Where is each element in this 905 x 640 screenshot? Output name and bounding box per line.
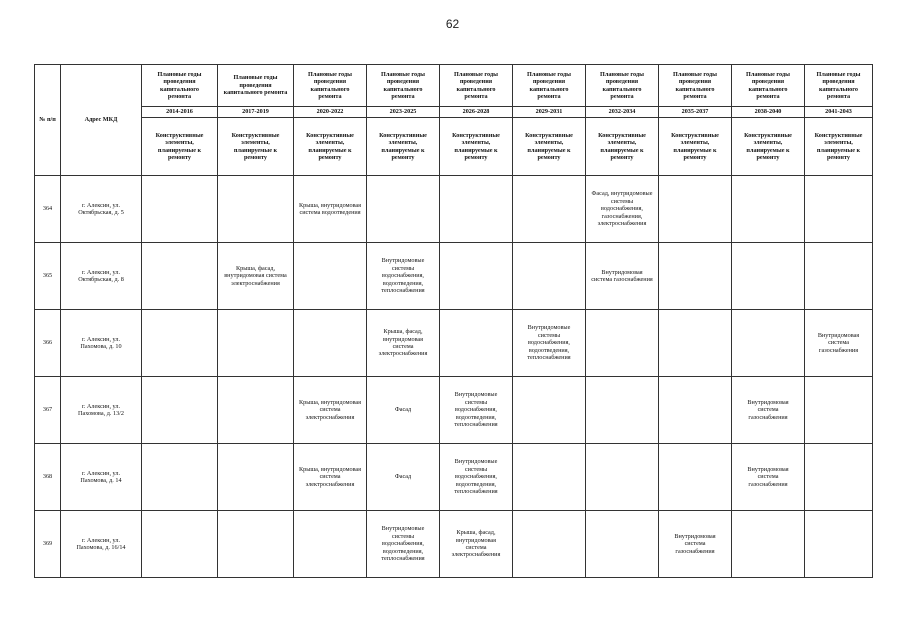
row-address: г. Алексин, ул. Пахомова, д. 13/2 bbox=[61, 377, 142, 444]
header-row-years bbox=[35, 107, 873, 118]
table-cell bbox=[142, 243, 218, 310]
column-header-years: 2026-2028 bbox=[440, 107, 513, 118]
table-cell: Крыша, фасад, внутридомовая система электроснабжения bbox=[440, 511, 513, 578]
table-cell: Внутридомовые системы водоснабжения, водоотведения, теплоснабжения bbox=[513, 310, 586, 377]
column-header-number: № п/п bbox=[35, 65, 61, 176]
table-cell bbox=[513, 511, 586, 578]
table-cell: Внутридомовая система газоснабжения bbox=[732, 444, 805, 511]
table-cell bbox=[732, 176, 805, 243]
column-header-period-title: Плановые годы проведения капитального ремонта bbox=[586, 65, 659, 107]
column-header-elements: Конструктивные элементы, планируемые к ремонту bbox=[805, 118, 873, 176]
column-header-period-title: Плановые годы проведения капитального ремонта bbox=[142, 65, 218, 107]
table-row bbox=[35, 511, 873, 578]
table-cell bbox=[142, 310, 218, 377]
table-cell bbox=[513, 444, 586, 511]
page-number: 62 bbox=[445, 17, 460, 31]
row-address: г. Алексин, ул. Пахомова, д. 14 bbox=[61, 444, 142, 511]
table-cell bbox=[805, 243, 873, 310]
table-cell bbox=[513, 243, 586, 310]
row-number: 369 bbox=[35, 511, 61, 578]
table-cell: Внутридомовые системы водоснабжения, водоотведения, теплоснабжения bbox=[367, 511, 440, 578]
table-cell bbox=[659, 310, 732, 377]
table-row bbox=[35, 444, 873, 511]
column-header-elements: Конструктивные элементы, планируемые к ремонту bbox=[218, 118, 294, 176]
table-cell: Крыша, фасад, внутридомовая система электроснабжения bbox=[367, 310, 440, 377]
column-header-period-title: Плановые годы проведения капитального ремонта bbox=[659, 65, 732, 107]
column-header-years: 2041-2043 bbox=[805, 107, 873, 118]
table-row bbox=[35, 243, 873, 310]
table-cell: Фасад, внутридомовые системы водоснабжения, газоснабжения, электроснабжения bbox=[586, 176, 659, 243]
column-header-elements: Конструктивные элементы, планируемые к ремонту bbox=[294, 118, 367, 176]
row-address: г. Алексин, ул. Пахомова, д. 10 bbox=[61, 310, 142, 377]
column-header-elements: Конструктивные элементы, планируемые к ремонту bbox=[440, 118, 513, 176]
column-header-elements: Конструктивные элементы, планируемые к ремонту bbox=[367, 118, 440, 176]
table-row bbox=[35, 377, 873, 444]
table-cell bbox=[805, 444, 873, 511]
column-header-years: 2023-2025 bbox=[367, 107, 440, 118]
table-cell: Крыша, внутридомовая система водоотведения bbox=[294, 176, 367, 243]
row-number: 367 bbox=[35, 377, 61, 444]
table-cell bbox=[732, 243, 805, 310]
table-cell: Внутридомовая система газоснабжения bbox=[732, 377, 805, 444]
table-cell bbox=[218, 377, 294, 444]
table-cell bbox=[586, 511, 659, 578]
column-header-years: 2035-2037 bbox=[659, 107, 732, 118]
column-header-elements: Конструктивные элементы, планируемые к ремонту bbox=[142, 118, 218, 176]
row-address: г. Алексин, ул. Октябрьская, д. 8 bbox=[61, 243, 142, 310]
column-header-period-title: Плановые годы проведения капитального ремонта bbox=[294, 65, 367, 107]
column-header-elements: Конструктивные элементы, планируемые к ремонту bbox=[659, 118, 732, 176]
table-cell: Внутридомовые системы водоснабжения, водоотведения, теплоснабжения bbox=[440, 377, 513, 444]
table-cell: Внутридомовые системы водоснабжения, водоотведения, теплоснабжения bbox=[440, 444, 513, 511]
table-cell bbox=[513, 377, 586, 444]
table-cell bbox=[659, 176, 732, 243]
column-header-period-title: Плановые годы проведения капитального ремонта bbox=[513, 65, 586, 107]
table-cell bbox=[218, 310, 294, 377]
table-row bbox=[35, 176, 873, 243]
table-cell bbox=[440, 176, 513, 243]
table-cell bbox=[218, 511, 294, 578]
table-row bbox=[35, 310, 873, 377]
table-cell bbox=[805, 176, 873, 243]
header-row-elements bbox=[35, 118, 873, 176]
column-header-elements: Конструктивные элементы, планируемые к ремонту bbox=[586, 118, 659, 176]
column-header-elements: Конструктивные элементы, планируемые к ремонту bbox=[513, 118, 586, 176]
column-header-period-title: Плановые годы проведения капитального ремонта bbox=[732, 65, 805, 107]
column-header-period-title: Плановые годы проведения капитального ремонта bbox=[218, 65, 294, 107]
table-cell bbox=[732, 310, 805, 377]
column-header-years: 2032-2034 bbox=[586, 107, 659, 118]
table-cell: Крыша, фасад, внутридомовая система электроснабжения bbox=[218, 243, 294, 310]
header-row-titles bbox=[35, 65, 873, 107]
table-cell bbox=[513, 176, 586, 243]
row-number: 366 bbox=[35, 310, 61, 377]
table-cell bbox=[440, 310, 513, 377]
row-address: г. Алексин, ул. Октябрьская, д. 5 bbox=[61, 176, 142, 243]
table-cell: Внутридомовая система газоснабжения bbox=[586, 243, 659, 310]
table-cell bbox=[586, 310, 659, 377]
table-cell: Крыша, внутридомовая система электроснабжения bbox=[294, 444, 367, 511]
table-cell bbox=[294, 243, 367, 310]
table-cell bbox=[805, 377, 873, 444]
table-cell bbox=[586, 377, 659, 444]
column-header-years: 2029-2031 bbox=[513, 107, 586, 118]
column-header-years: 2020-2022 bbox=[294, 107, 367, 118]
table-cell bbox=[218, 444, 294, 511]
table-cell: Крыша, внутридомовая система электроснабжения bbox=[294, 377, 367, 444]
repair-plan-table bbox=[34, 64, 873, 578]
table-cell bbox=[142, 176, 218, 243]
table-cell bbox=[732, 511, 805, 578]
row-number: 364 bbox=[35, 176, 61, 243]
table-cell bbox=[659, 243, 732, 310]
row-number: 368 bbox=[35, 444, 61, 511]
table-cell bbox=[805, 511, 873, 578]
column-header-years: 2014-2016 bbox=[142, 107, 218, 118]
row-address: г. Алексин, ул. Пахомова, д. 16/14 bbox=[61, 511, 142, 578]
table-cell bbox=[218, 176, 294, 243]
table-cell: Внутридомовые системы водоснабжения, водоотведения, теплоснабжения bbox=[367, 243, 440, 310]
column-header-period-title: Плановые годы проведения капитального ремонта bbox=[440, 65, 513, 107]
table-cell bbox=[294, 310, 367, 377]
table-cell bbox=[142, 377, 218, 444]
column-header-address: Адрес МКД bbox=[61, 65, 142, 176]
table-cell bbox=[659, 444, 732, 511]
table-cell bbox=[294, 511, 367, 578]
column-header-period-title: Плановые годы проведения капитального ремонта bbox=[367, 65, 440, 107]
column-header-elements: Конструктивные элементы, планируемые к ремонту bbox=[732, 118, 805, 176]
table-cell bbox=[440, 243, 513, 310]
column-header-years: 2038-2040 bbox=[732, 107, 805, 118]
table-cell: Фасад bbox=[367, 444, 440, 511]
table-cell: Внутридомовая система газоснабжения bbox=[659, 511, 732, 578]
table-cell: Внутридомовая система газоснабжения bbox=[805, 310, 873, 377]
table-cell bbox=[586, 444, 659, 511]
table-cell bbox=[659, 377, 732, 444]
table-cell: Фасад bbox=[367, 377, 440, 444]
column-header-period-title: Плановые годы проведения капитального ремонта bbox=[805, 65, 873, 107]
row-number: 365 bbox=[35, 243, 61, 310]
column-header-years: 2017-2019 bbox=[218, 107, 294, 118]
table-cell bbox=[367, 176, 440, 243]
table-cell bbox=[142, 511, 218, 578]
table-cell bbox=[142, 444, 218, 511]
